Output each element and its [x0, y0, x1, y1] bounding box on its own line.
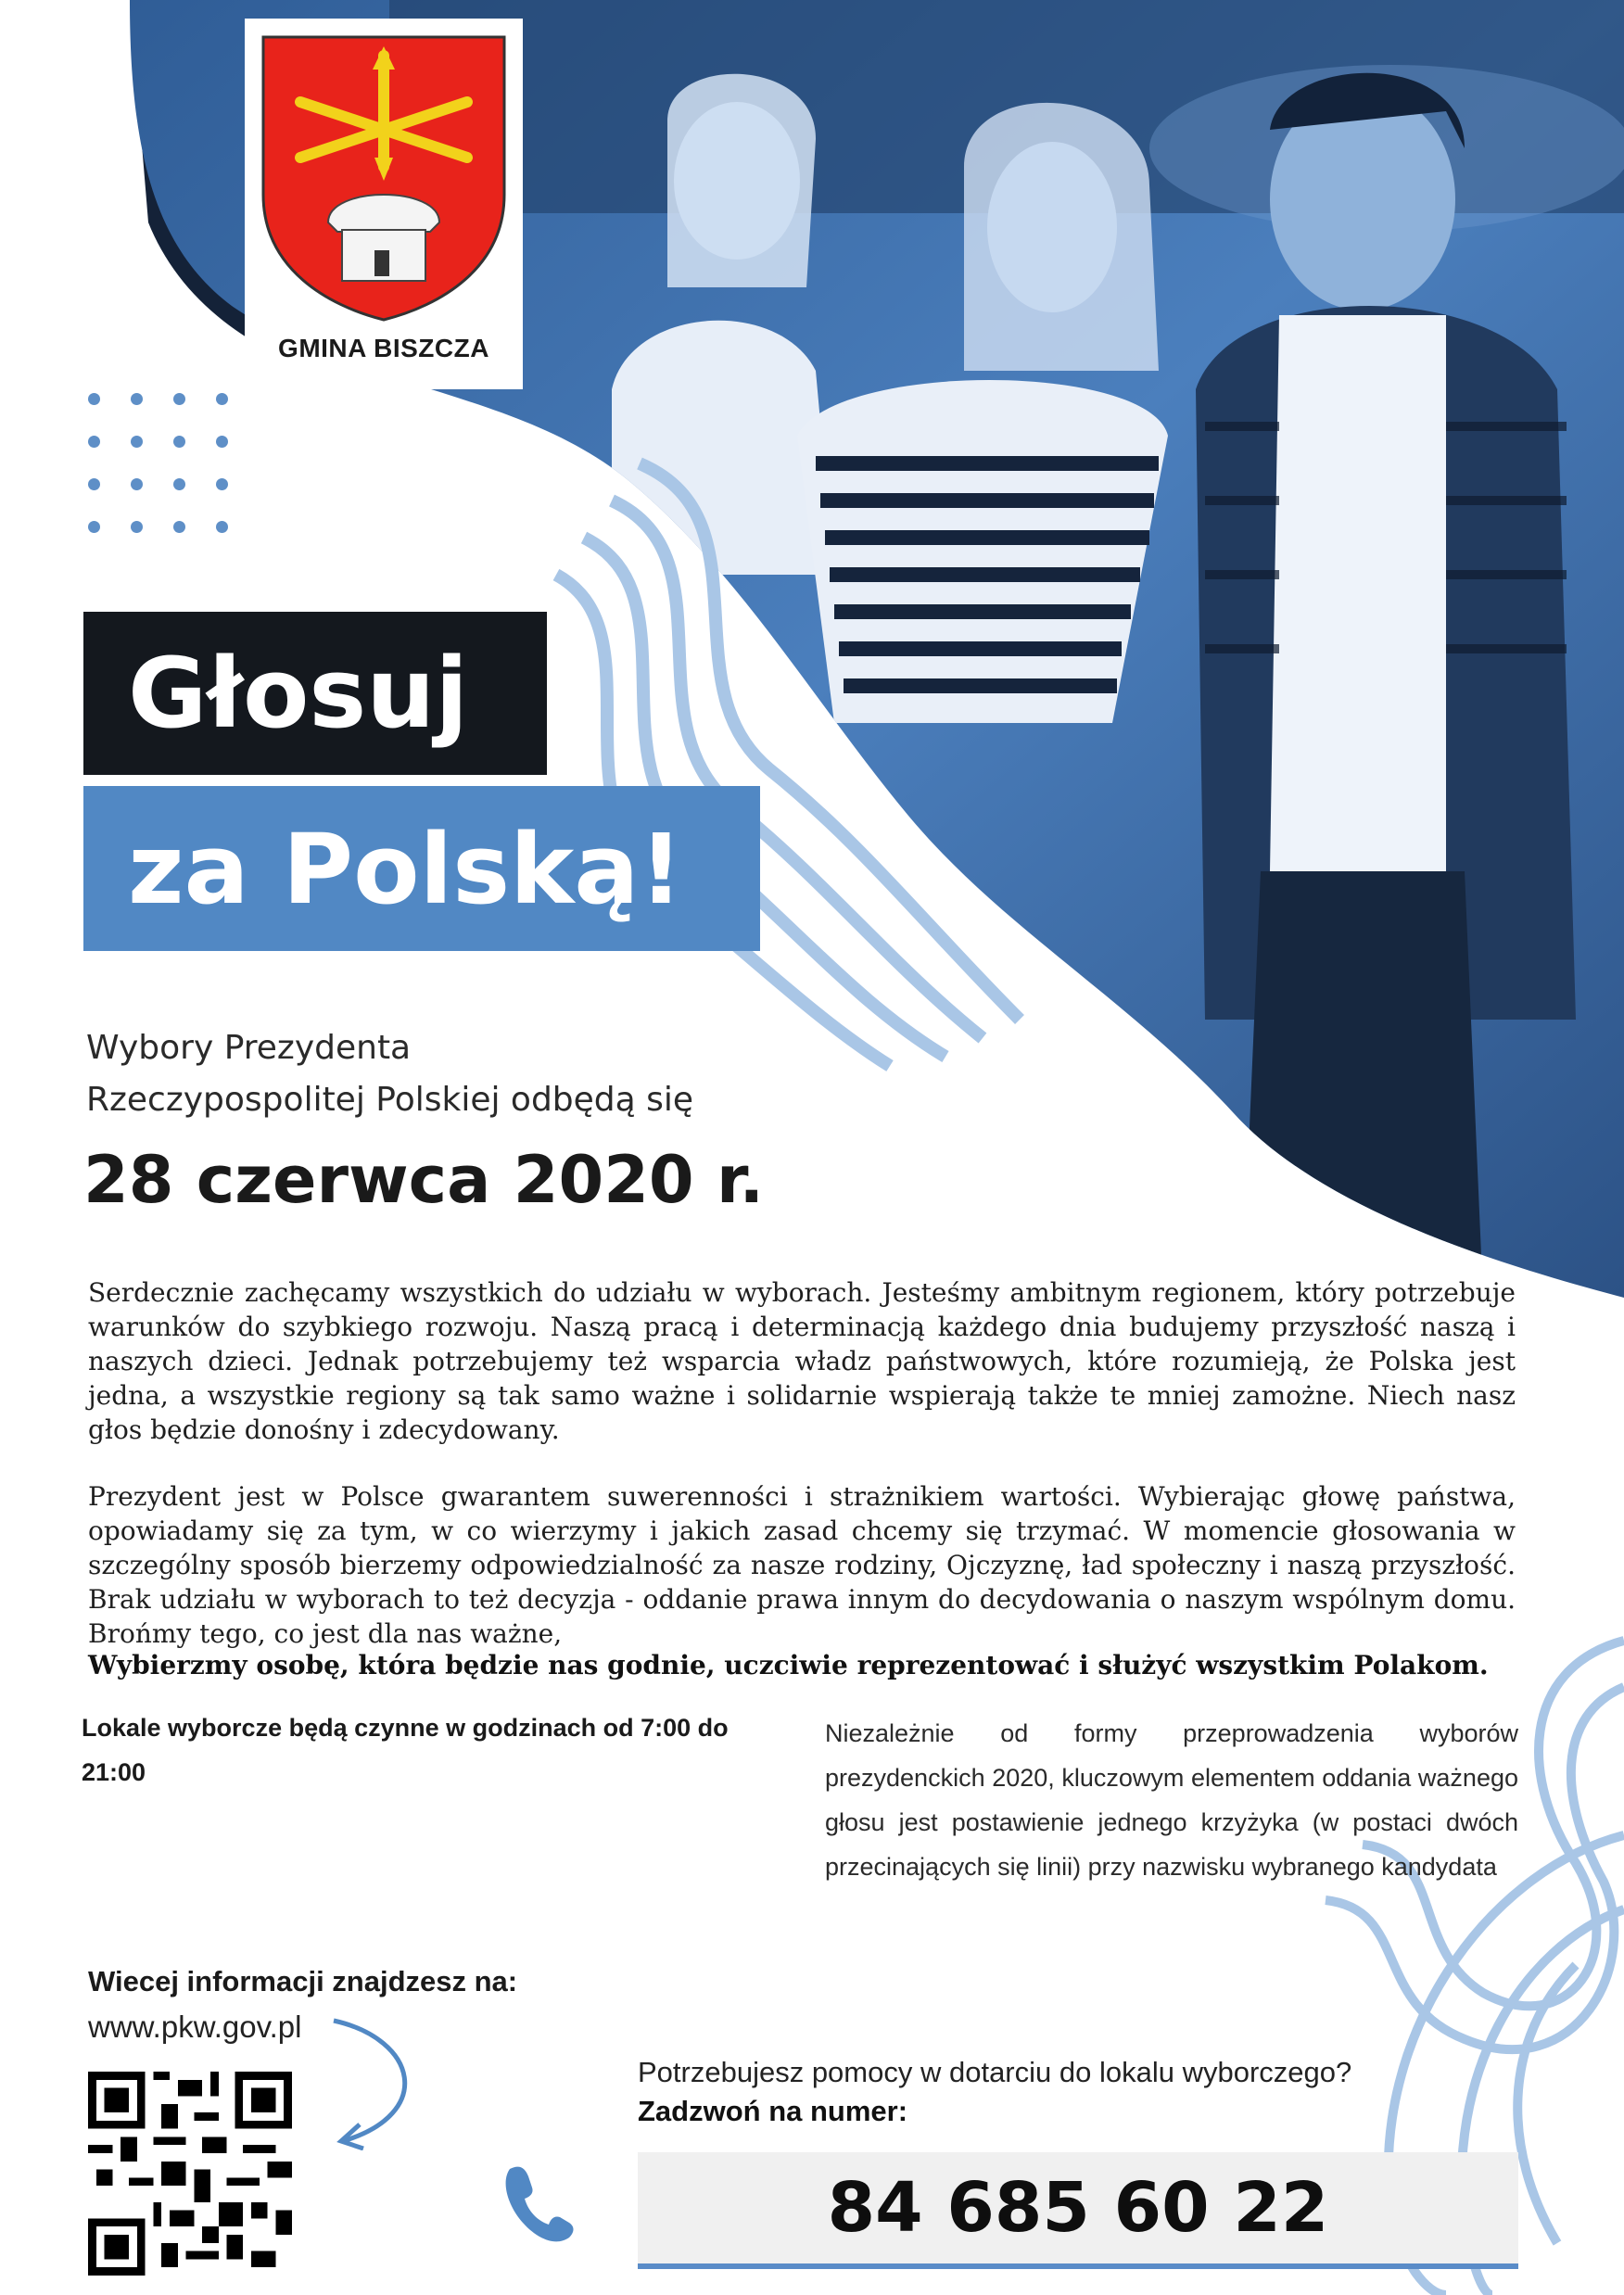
- headline-box-dark: [83, 612, 547, 775]
- more-info-heading: Wiecej informacji znajdzesz na:: [88, 1965, 518, 1997]
- subtitle-line2: Rzeczypospolitej Polskiej odbędą się: [86, 1081, 694, 1119]
- ballot-note: Niezależnie od formy przeprowadzenia wyborów prezydenckich 2020, kluczowym elementem oddania ważnego głosu jest postawienie jednego krzyżyka (w postaci dwóch przecinających się linii) przy nazwisku wybranego kandydata: [825, 1719, 1518, 1881]
- election-date: 28 czerwca 2020 r.: [83, 1142, 765, 1218]
- paragraph-1: Serdecznie zachęcamy wszystkich do udziału w wyborach. Jesteśmy ambitnym regionem, który potrzebuje warunków do szybkiego rozwoju. Naszą pracą i determinacją każdego dnia budujemy przyszłość naszą i naszych dzieci. Jednak potrzebujemy też wsparcia władz państwowych, które rozumieją, że Polska jest jedna, a wszystkie regiony są tak samo ważne i solidarnie wspierają także te mniej zamożne. Niech nasz głos będzie donośny i zdecydowany.: [88, 1277, 1516, 1445]
- help-question: Potrzebujesz pomocy w dotarciu do lokalu wyborczego?: [638, 2056, 1352, 2088]
- paragraph-2: Prezydent jest w Polsce gwarantem suwerenności i strażnikiem wartości. Wybierając głowę państwa, opowiadamy się za tym, w co wierzymy i jakich zasad chcemy się trzymać. W momencie głosowania w szczególny sposób bierzemy odpowiedzialność za nasze rodziny, Ojczyznę, ład społeczny i naszą przyszłość. Brak udziału w wyborach to też decyzja - oddanie prawa innym do decydowania o naszym wspólnym domu. Brońmy tego, co jest dla nas ważne,: [88, 1481, 1516, 1649]
- help-call-label: Zadzwoń na numer:: [638, 2095, 908, 2127]
- logo-caption: GMINA BISZCZA: [278, 334, 489, 362]
- coat-of-arms-icon: [245, 19, 523, 324]
- headline-line1: Głosuj: [128, 637, 468, 750]
- headline-box-blue: [83, 786, 760, 951]
- headline-line2: za Polską!: [128, 813, 683, 926]
- curved-arrow-icon: [315, 2011, 436, 2150]
- qr-code-icon[interactable]: [88, 2069, 292, 2278]
- hours-note: Lokale wyborcze będą czynne w godzinach od 7:00 do 21:00: [82, 1714, 729, 1786]
- phone-number[interactable]: 84 685 60 22: [827, 2168, 1329, 2248]
- more-info-link[interactable]: www.pkw.gov.pl: [88, 2010, 302, 2044]
- phone-icon: [501, 2160, 575, 2243]
- paragraph-2-bold: Wybierzmy osobę, która będzie nas godnie, uczciwie reprezentować i służyć wszystkim Polakom.: [88, 1650, 1489, 1680]
- subtitle-line1: Wybory Prezydenta: [86, 1029, 412, 1067]
